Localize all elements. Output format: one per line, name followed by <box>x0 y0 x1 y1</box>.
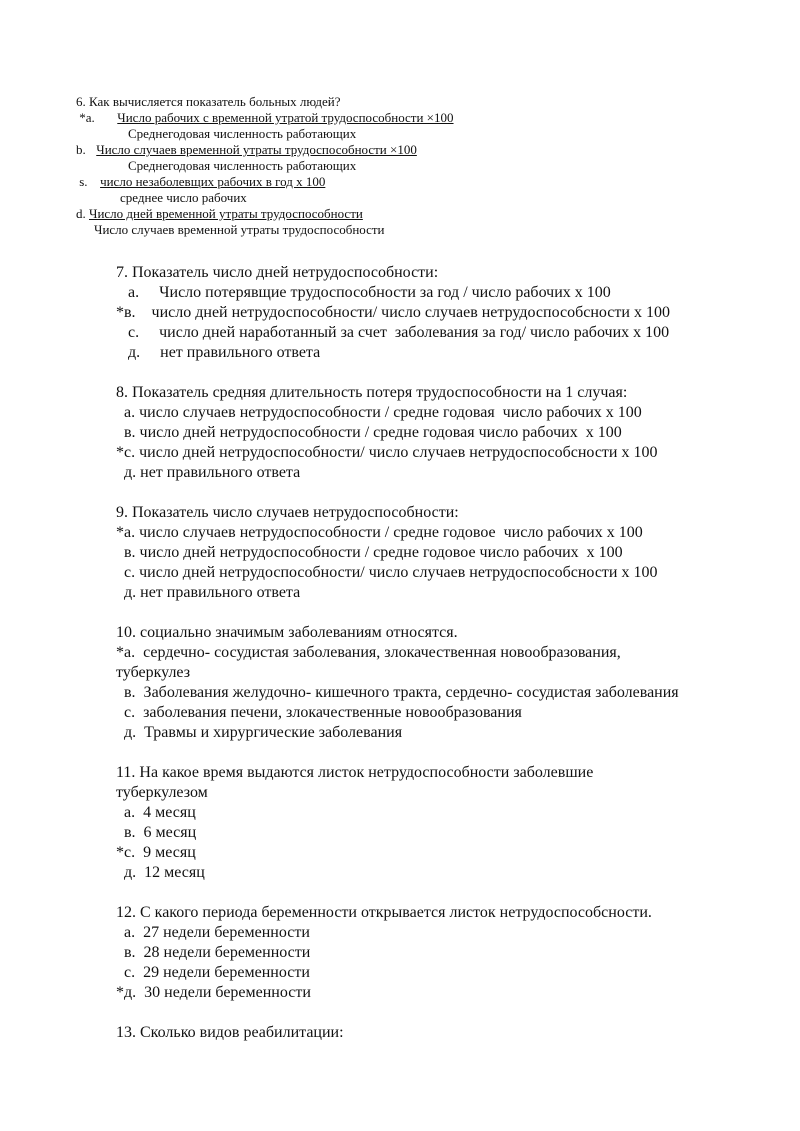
option-prefix: *a. <box>76 110 95 125</box>
questions-list <box>116 263 756 1063</box>
option: а. 4 месяц <box>116 804 196 821</box>
option: в. 6 месяц <box>116 824 197 841</box>
question-title: 8. Показатель средняя длительность потеря трудоспособности на 1 случая: <box>116 384 628 401</box>
option: *а. сердечно- сосудистая заболевания, злокачественная новообразования, туберкулез <box>116 644 625 681</box>
option-prefix: s. <box>76 174 88 189</box>
option-prefix: d. <box>76 206 86 221</box>
option-numerator: Число случаев временной утраты трудоспособности ×100 <box>96 142 417 157</box>
question-13 <box>116 1023 756 1043</box>
option: д. 12 месяц <box>116 864 205 881</box>
option: *д. 30 недели беременности <box>116 984 311 1001</box>
question-title: 11. На какое время выдаются листок нетрудоспособности заболевшие туберкулезом <box>116 764 594 801</box>
option-numerator: число незаболевщих рабочих в год х 100 <box>100 174 326 189</box>
option: д. нет правильного ответа <box>116 464 301 481</box>
question-title: 7. Показатель число дней нетрудоспособности: <box>116 264 439 281</box>
question-9 <box>116 503 756 603</box>
option: *в. число дней нетрудоспособности/ число случаев нетрудоспособсности х 100 <box>116 304 670 321</box>
option: *с. число дней нетрудоспособности/ число случаев нетрудоспособсности х 100 <box>116 444 658 461</box>
option-b <box>76 142 596 158</box>
option-prefix: b. <box>76 142 86 157</box>
option-a <box>76 110 596 126</box>
question-title: 6. Как вычисляется показатель больных людей? <box>76 94 341 109</box>
question-title: 12. С какого периода беременности открывается листок нетрудоспособсности. <box>116 904 652 921</box>
option: а. 27 недели беременности <box>116 924 310 941</box>
question-11 <box>116 763 756 883</box>
option: *а. число случаев нетрудоспособности / средне годовое число рабочих х 100 <box>116 524 643 541</box>
question-12 <box>116 903 756 1003</box>
option-denominator: Среднегодовая численность работающих <box>128 126 357 141</box>
question-6 <box>76 94 596 238</box>
option: в. число дней нетрудоспособности / средне годовая число рабочих х 100 <box>116 424 622 441</box>
question-8 <box>116 383 756 483</box>
option-numerator: Число рабочих с временной утратой трудоспособности ×100 <box>117 110 454 125</box>
option: в. Заболевания желудочно- кишечного тракта, сердечно- сосудистая заболевания <box>116 684 679 701</box>
option: с. 29 недели беременности <box>116 964 310 981</box>
option-c <box>76 174 596 190</box>
option: с. заболевания печени, злокачественные новообразования <box>116 704 522 721</box>
option: д. нет правильного ответа <box>116 344 321 361</box>
option: а. число случаев нетрудоспособности / средне годовая число рабочих х 100 <box>116 404 642 421</box>
option-denominator: Среднегодовая численность работающих <box>128 158 357 173</box>
option: в. 28 недели беременности <box>116 944 311 961</box>
option-denominator: среднее число рабочих <box>120 190 247 205</box>
question-7 <box>116 263 756 363</box>
option: с. число дней нетрудоспособности/ число случаев нетрудоспособсности х 100 <box>116 564 658 581</box>
option-numerator: Число дней временной утраты трудоспособности <box>89 206 363 221</box>
question-10 <box>116 623 756 743</box>
question-title: 9. Показатель число случаев нетрудоспособности: <box>116 504 459 521</box>
option: в. число дней нетрудоспособности / средне годовое число рабочих х 100 <box>116 544 623 561</box>
option: а. Число потерявщие трудоспособности за год / число рабочих х 100 <box>116 284 611 301</box>
option: д. Травмы и хирургические заболевания <box>116 724 403 741</box>
option: с. число дней наработанный за счет заболевания за год/ число рабочих х 100 <box>116 324 670 341</box>
option-d <box>76 206 596 222</box>
question-title: 10. социально значимым заболеваниям относятся. <box>116 624 458 641</box>
option: *с. 9 месяц <box>116 844 196 861</box>
option: д. нет правильного ответа <box>116 584 301 601</box>
option-denominator: Число случаев временной утраты трудоспособности <box>94 222 385 237</box>
question-title: 13. Сколько видов реабилитации: <box>116 1024 344 1041</box>
